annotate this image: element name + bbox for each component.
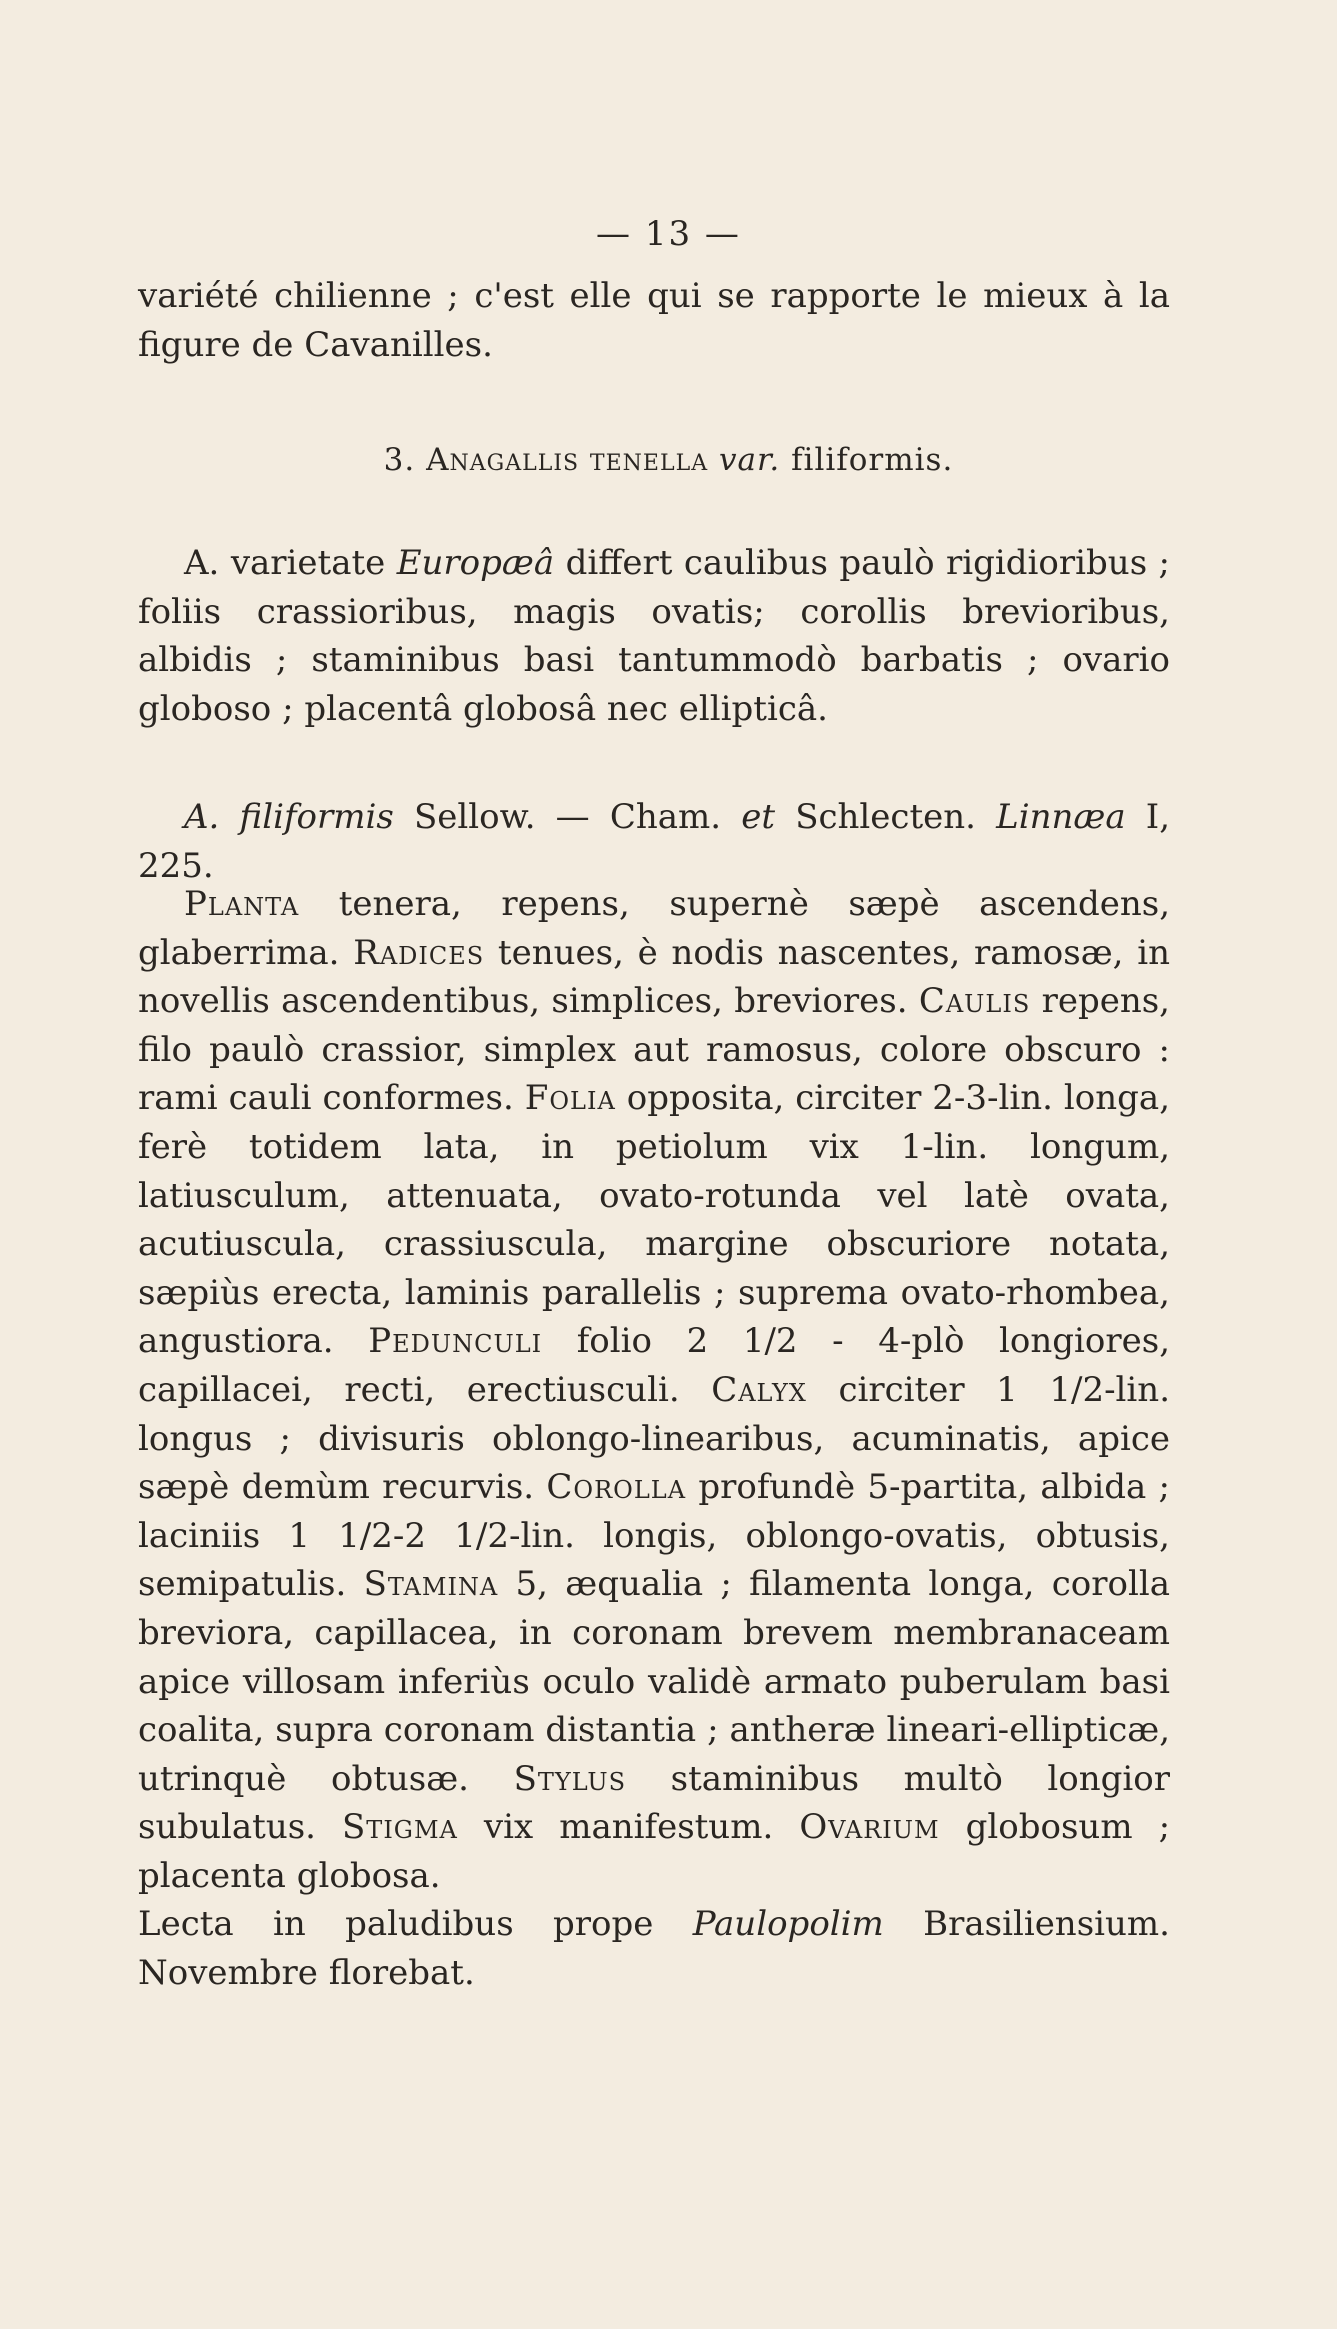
- top-paragraph: [138, 272, 1170, 369]
- desc-text: tenues, è nodis nascentes, ramosæ, in novellis ascendentibus, simplices, breviores.: [138, 932, 1170, 1022]
- desc-term: Stamina: [363, 1564, 499, 1605]
- desc-text: opposita, circiter 2-3-lin. longa, ferè totidem lata, in petiolum vix 1-lin. longum, latiusculum, attenuata, ovato-rotunda vel latè ovata, acutiuscula, crassiuscula, margine obscuriore notata, sæpiùs erecta, laminis parallelis ; suprema ovato-rhombea, angustiora.: [138, 1078, 1171, 1362]
- desc-text: tenera, repens, supernè sæpè ascendens, glaberrima.: [138, 884, 1170, 973]
- desc-term: Radices: [353, 932, 485, 973]
- diagnosis-text-after: differt caulibus paulò rigidioribus ; foliis crassioribus, magis ovatis; corollis brevioribus, albidis ; staminibus basi tantummodò barbatis ; ovario globoso ; placentâ globosâ nec ellipticâ.: [138, 543, 1171, 729]
- variety-name: filiformis.: [791, 442, 954, 478]
- desc-term: Ovarium: [799, 1807, 940, 1848]
- species-number: 3.: [383, 442, 416, 478]
- diagnosis-paragraph: [138, 539, 1170, 733]
- desc-text: staminibus multò longior subulatus.: [138, 1758, 1170, 1848]
- desc-term: Stigma: [342, 1807, 458, 1848]
- var-label: var.: [718, 442, 781, 478]
- diagnosis-lead: A.: [184, 543, 220, 583]
- desc-text: circiter 1 1/2-lin. longus ; divisuris oblongo-linearibus, acuminatis, apice sæpè demùm recurvis.: [138, 1369, 1171, 1508]
- desc-text: vix manifestum.: [483, 1807, 774, 1848]
- synonym-author: Sellow. — Cham.: [414, 797, 722, 837]
- desc-term: Caulis: [918, 981, 1031, 1022]
- desc-term: Pedunculi: [368, 1321, 543, 1362]
- synonym-name: A. filiformis: [184, 797, 394, 837]
- desc-term: Corolla: [546, 1467, 687, 1508]
- synonym-journal: Linnæa: [996, 797, 1126, 837]
- desc-text: folio 2 1/2 - 4-plò longiores, capillacei, recti, erectiusculi.: [138, 1321, 1171, 1410]
- page-number: — 13 —: [596, 214, 741, 254]
- desc-term: Stylus: [513, 1758, 627, 1799]
- desc-text: profundè 5-partita, albida ; laciniis 1 1/2-2 1/2-lin. longis, oblongo-ovatis, obtusis, semipatulis.: [138, 1467, 1170, 1605]
- synonym-et: et: [741, 797, 776, 837]
- desc-term: Folia: [524, 1078, 616, 1119]
- collection-place: Paulopolim: [692, 1904, 884, 1945]
- desc-text: globosum ; placenta globosa.: [138, 1807, 1171, 1896]
- collection-text-before: Lecta in paludibus prope: [138, 1904, 654, 1945]
- desc-term: Planta: [184, 884, 300, 924]
- desc-text: repens, filo paulò crassior, simplex aut ramosus, colore obscuro : rami cauli conformes.: [138, 981, 1170, 1119]
- diagnosis-text-before: varietate: [230, 543, 386, 583]
- species-heading: [0, 442, 1337, 478]
- description-paragraph: [138, 880, 1170, 1998]
- desc-text: 5, æqualia ; filamenta longa, corolla breviora, capillacea, in coronam brevem membranaceam apice villosam inferiùs oculo validè armato puberulam basi coalita, supra coronam distantia ; antheræ lineari-ellipticæ, utrinquè obtusæ.: [138, 1564, 1170, 1799]
- synonym-author2: Schlecten.: [795, 797, 976, 837]
- diagnosis-italic: Europæâ: [396, 543, 555, 583]
- species-name: Anagallis tenella: [426, 442, 709, 478]
- top-paragraph-text: variété chilienne ; c'est elle qui se rapporte le mieux à la figure de Cavanilles.: [138, 276, 1170, 365]
- synonymy-line: [138, 793, 1170, 890]
- collection-text-after: Brasiliensium. Novembre florebat.: [138, 1904, 1170, 1994]
- synonym-citation: I, 225.: [138, 797, 1171, 886]
- desc-term: Calyx: [711, 1369, 807, 1410]
